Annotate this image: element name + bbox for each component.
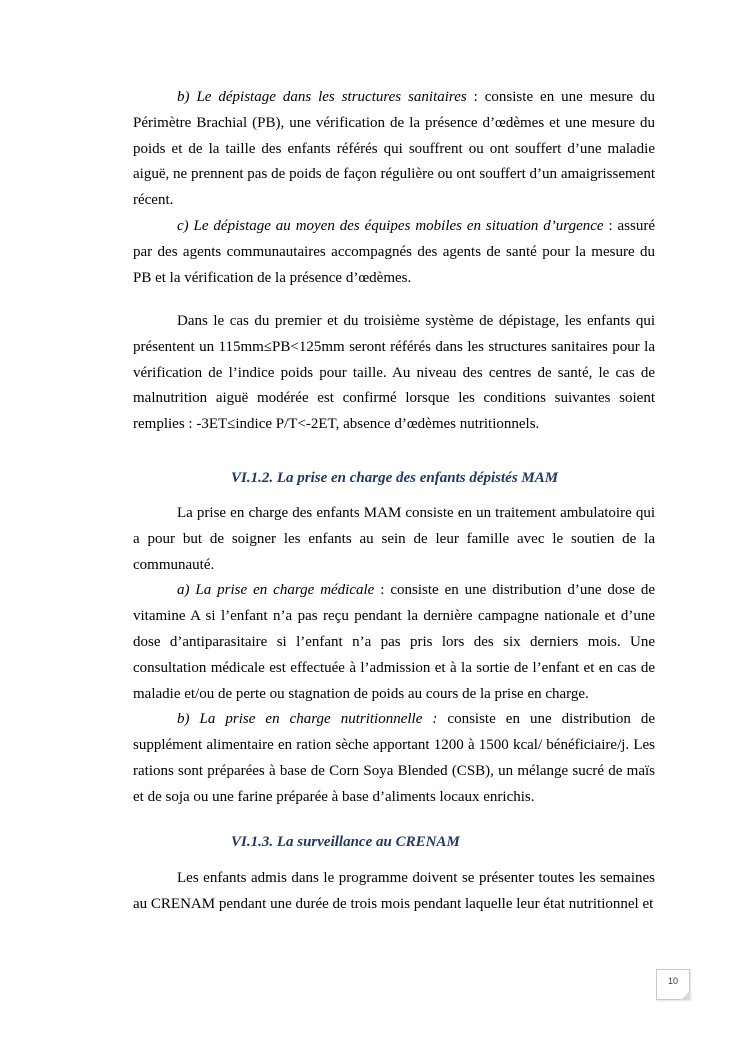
paragraph-mobile-teams-screening bbox=[133, 214, 655, 291]
page-number: 10 bbox=[667, 976, 678, 986]
medical-care-label: a) La prise en charge médicale bbox=[177, 582, 375, 599]
paragraph-medical-care bbox=[133, 578, 655, 707]
nutritional-care-label: b) La prise en charge nutritionnelle : bbox=[177, 711, 438, 728]
paragraph-health-structures-screening bbox=[133, 85, 655, 214]
screening-block bbox=[133, 85, 655, 291]
paragraph-screening-cases: Dans le cas du premier et du troisième système de dépistage, les enfants qui présentent un 115mm≤PB<125mm seront référés dans les structures sanitaires pour la vérification de l’indice poids pour taille. Au niveau des centres de santé, le cas de malnutrition aiguë modérée est confirmé lorsque les conditions suivantes soient remplies : -3ET≤indice P/T<-2ET, absence d’œdèmes nutritionnels. bbox=[133, 313, 655, 433]
health-structures-text: : consiste en une mesure du Périmètre Brachial (PB), une vérification de la présence d’œdèmes et une mesure du poids et de la taille des enfants référés qui souffrent ou ont souffert d’une maladie aiguë, ne prennent pas de poids de façon régulière ou ont souffert d’un amaigrissement récent. bbox=[133, 89, 656, 209]
section-heading-crenam: VI.1.3. La surveillance au CRENAM bbox=[231, 834, 460, 850]
mam-block bbox=[133, 501, 655, 811]
nutritional-care-text: consiste en une distribution de supplément alimentaire en ration sèche apportant 1200 à 1500 kcal/ bénéficiaire/j. Les rations sont préparées à base de Corn Soya Blended (CSB), un mélange sucré de maïs et de soja ou une farine préparée à base d’aliments locaux enrichis. bbox=[133, 711, 656, 805]
mobile-teams-text: : assuré par des agents communautaires accompagnés des agents de santé pour la mesure du PB et la vérification de la présence d’œdèmes. bbox=[133, 217, 655, 286]
section-heading-mam: VI.1.2. La prise en charge des enfants dépistés MAM bbox=[231, 470, 559, 486]
cases-block bbox=[133, 309, 655, 438]
page-number-badge bbox=[656, 969, 690, 1000]
mobile-teams-label: c) Le dépistage au moyen des équipes mobiles en situation d’urgence bbox=[177, 217, 604, 234]
paragraph-mam-intro: La prise en charge des enfants MAM consiste en un traitement ambulatoire qui a pour but de soigner les enfants au sein de leur famille avec le soutien de la communauté. bbox=[133, 505, 655, 573]
crenam-block bbox=[133, 866, 655, 918]
paragraph-crenam-intro: Les enfants admis dans le programme doivent se présenter toutes les semaines au CRENAM pendant une durée de trois mois pendant laquelle leur état nutritionnel et bbox=[133, 870, 655, 912]
health-structures-label: b) Le dépistage dans les structures sanitaires bbox=[177, 89, 467, 105]
medical-care-text: : consiste en une distribution d’une dose de vitamine A si l’enfant n’a pas reçu pendant la dernière campagne nationale et d’une dose d’antiparasitaire si l’enfant n’a pas pris lors des six derniers mois. Une consultation médicale est effectuée à l’admission et à la sortie de l’enfant et en cas de maladie et/ou de perte ou stagnation de poids au cours de la prise en charge. bbox=[133, 582, 655, 702]
paragraph-nutritional-care bbox=[133, 707, 655, 810]
